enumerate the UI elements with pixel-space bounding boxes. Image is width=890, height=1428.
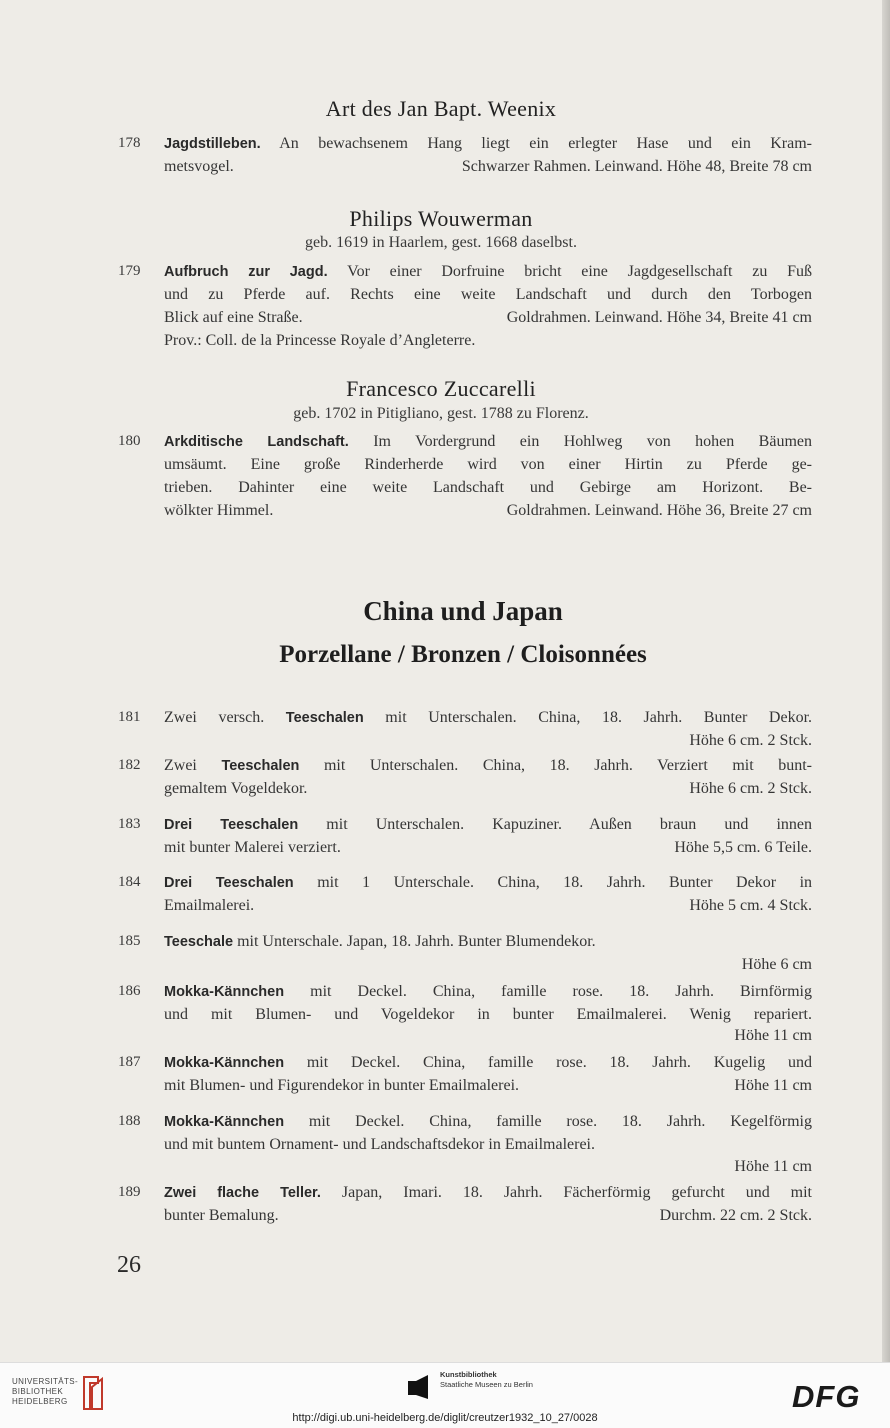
entry-178-line-1: Jagdstilleben. An bewachsenem Hang liegt ein erlegter Hase und ein Kram-	[164, 135, 812, 152]
entry-189-line-2: bunter Bemalung. Durchm. 22 cm. 2 Stck.	[164, 1207, 812, 1224]
entry-184-line-2: Emailmalerei. Höhe 5 cm. 4 Stck.	[164, 897, 812, 914]
dfg-logo: DFG	[792, 1379, 861, 1414]
entry-number: 182	[118, 757, 141, 773]
entry-181-line-2: Höhe 6 cm. 2 Stck.	[689, 732, 812, 749]
entry-186-line-3: Höhe 11 cm	[734, 1027, 812, 1044]
entry-187-line-1: Mokka-Kännchen mit Deckel. China, famille rose. 18. Jahrh. Kugelig und	[164, 1054, 813, 1071]
page-edge-shadow	[882, 0, 890, 1362]
entry-number: 187	[118, 1054, 141, 1070]
page-number: 26	[117, 1252, 141, 1278]
section-title-wouwerman: Philips Wouwerman	[349, 206, 533, 231]
entry-181-line-1: Zwei versch. Teeschalen mit Unterschalen. China, 18. Jahrh. Bunter Dekor.	[164, 709, 813, 726]
entry-188-line-1: Mokka-Kännchen mit Deckel. China, famille rose. 18. Jahrh. Kegelförmig	[164, 1113, 813, 1130]
entry-number: 179	[118, 263, 141, 279]
entry-183-line-2: mit bunter Malerei verziert. Höhe 5,5 cm. 6 Teile.	[164, 839, 812, 856]
source-url[interactable]: http://digi.ub.uni-heidelberg.de/diglit/creutzer1932_10_27/0028	[292, 1412, 598, 1424]
entry-179-line-3: Blick auf eine Straße. Goldrahmen. Leinwand. Höhe 34, Breite 41 cm	[164, 309, 812, 326]
entry-182-line-2: gemaltem Vogeldekor. Höhe 6 cm. 2 Stck.	[164, 780, 812, 797]
entry-183-line-1: Drei Teeschalen mit Unterschalen. Kapuziner. Außen braun und innen	[164, 816, 812, 833]
entry-179-line-2: und zu Pferde auf. Rechts eine weite Landschaft und durch den Torbogen	[164, 286, 812, 303]
entry-number: 184	[118, 874, 141, 890]
chapter-title: China und Japan	[363, 596, 563, 626]
ub-heidelberg-label: UNIVERSITÄTS- BIBLIOTHEK HEIDELBERG	[12, 1377, 79, 1406]
entry-188-line-3: Höhe 11 cm	[734, 1158, 812, 1175]
kunstbibliothek-label: Kunstbibliothek Staatliche Museen zu Berlin	[440, 1370, 533, 1389]
entry-182-line-1: Zwei Teeschalen mit Unterschalen. China, 18. Jahrh. Verziert mit bunt-	[164, 757, 813, 774]
entry-179-line-1: Aufbruch zur Jagd. Vor einer Dorfruine bricht eine Jagdgesellschaft zu Fuß	[164, 263, 812, 280]
entry-179-line-4: Prov.: Coll. de la Princesse Royale d’Angleterre.	[164, 332, 476, 349]
entry-180-line-1: Arkditische Landschaft. Im Vordergrund ein Hohlweg von hohen Bäumen	[164, 433, 812, 450]
entry-189-line-1: Zwei flache Teller. Japan, Imari. 18. Jahrh. Fächerförmig gefurcht und mit	[164, 1184, 812, 1201]
entry-number: 183	[118, 816, 141, 832]
ub-heidelberg-logo-icon	[80, 1373, 106, 1413]
entry-number: 181	[118, 709, 141, 725]
kunstbibliothek-logo-icon	[408, 1375, 430, 1399]
entry-number: 186	[118, 983, 141, 999]
section-title-zuccarelli: Francesco Zuccarelli	[346, 376, 536, 401]
entry-180-line-3: trieben. Dahinter eine weite Landschaft und Gebirge am Horizont. Be-	[164, 479, 812, 496]
entry-number: 189	[118, 1184, 141, 1200]
entry-180-line-2: umsäumt. Eine große Rinderherde wird von einer Hirtin zu Pferde ge-	[164, 456, 812, 473]
entry-180-line-4: wölkter Himmel. Goldrahmen. Leinwand. Höhe 36, Breite 27 cm	[164, 502, 812, 519]
entry-188-line-2: und mit buntem Ornament- und Landschaftsdekor in Emailmalerei.	[164, 1136, 595, 1153]
entry-number: 188	[118, 1113, 141, 1129]
section-subtitle-zuccarelli: geb. 1702 in Pitigliano, gest. 1788 zu Florenz.	[293, 405, 589, 422]
entry-number: 185	[118, 933, 141, 949]
entry-187-line-2: mit Blumen- und Figurendekor in bunter Emailmalerei. Höhe 11 cm	[164, 1077, 812, 1094]
entry-178-line-2: metsvogel. Schwarzer Rahmen. Leinwand. Höhe 48, Breite 78 cm	[164, 158, 812, 175]
entry-184-line-1: Drei Teeschalen mit 1 Unterschale. China, 18. Jahrh. Bunter Dekor in	[164, 874, 813, 891]
footer-bar	[0, 1362, 890, 1428]
chapter-subtitle: Porzellane / Bronzen / Cloisonnées	[279, 641, 647, 668]
entry-185-line-2: Höhe 6 cm	[741, 956, 812, 973]
entry-number: 180	[118, 433, 141, 449]
section-subtitle-wouwerman: geb. 1619 in Haarlem, gest. 1668 daselbst.	[305, 234, 577, 251]
section-title-weenix: Art des Jan Bapt. Weenix	[325, 96, 557, 121]
entry-185-line-1: Teeschale mit Unterschale. Japan, 18. Jahrh. Bunter Blumendekor.	[164, 933, 596, 950]
entry-186-line-1: Mokka-Kännchen mit Deckel. China, famille rose. 18. Jahrh. Birnförmig	[164, 983, 812, 1000]
entry-number: 178	[118, 135, 141, 151]
entry-186-line-2: und mit Blumen- und Vogeldekor in bunter Emailmalerei. Wenig repariert.	[164, 1006, 812, 1023]
